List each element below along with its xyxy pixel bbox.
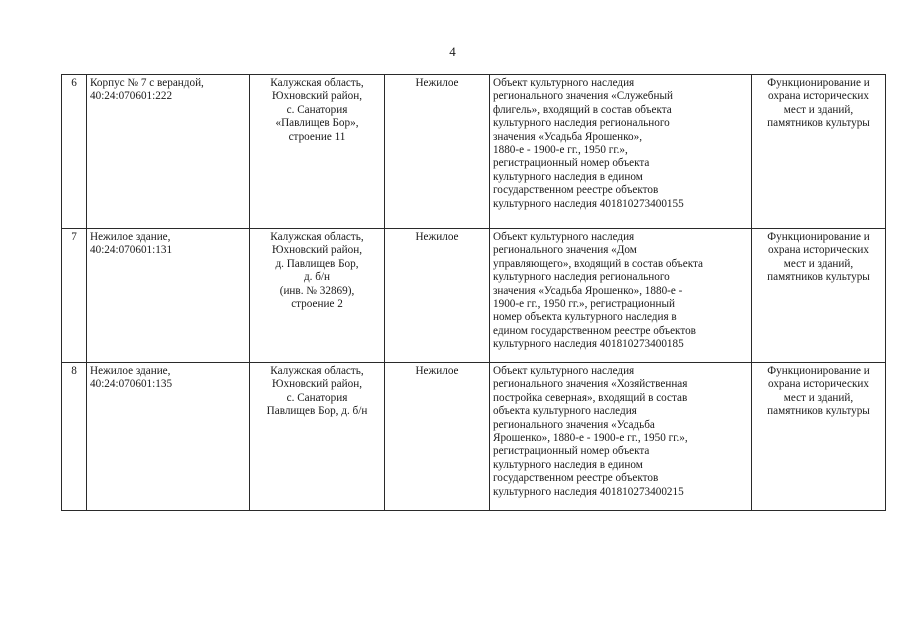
address-cell (250, 75, 385, 229)
description-line: культурного наследия 401810273400185 (493, 338, 684, 351)
description-line: постройка северная», входящий в состав (493, 391, 688, 404)
description-line: флигель», входящий в состав объекта (493, 103, 672, 116)
address-line: с. Санатория (286, 391, 348, 404)
description-line: управляющего», входящий в состав объекта (493, 257, 703, 270)
object-name-line: Корпус № 7 с верандой, (90, 77, 204, 89)
description-line: 1880-е - 1900-е гг., 1950 гг.», (493, 144, 628, 157)
address-line: Калужская область, (270, 77, 364, 89)
row-number-cell: 6 (62, 75, 87, 229)
usage-line: Функционирование и (767, 77, 870, 89)
address-line: д. Павлищев Бор, (275, 257, 359, 270)
object-name-line: 40:24:070601:135 (90, 378, 173, 391)
usage-cell (752, 229, 886, 363)
description-line: регионального значения «Служебный (493, 90, 673, 103)
object-name-cell (87, 229, 250, 363)
description-cell (490, 363, 752, 511)
usage-line: охрана исторических (768, 378, 869, 391)
address-line: д. б/н (303, 271, 331, 284)
object-type-cell: Нежилое (385, 229, 490, 363)
description-line: Объект культурного наследия (493, 231, 635, 243)
table-row (62, 75, 886, 229)
description-line: культурного наследия в едином (493, 458, 643, 471)
object-name-line: 40:24:070601:131 (90, 244, 173, 257)
row-number-cell: 7 (62, 229, 87, 363)
description-line: значения «Усадьба Ярошенко», (493, 130, 642, 143)
description-line: 1900-е гг., 1950 гг.», регистрационный (493, 298, 675, 311)
object-type-cell: Нежилое (385, 363, 490, 511)
usage-line: памятников культуры (767, 117, 870, 130)
address-line: «Павлищев Бор», (275, 117, 359, 130)
description-line: объекта культурного наследия (493, 405, 637, 418)
description-line: государственном реестре объектов (493, 472, 659, 485)
usage-line: Функционирование и (767, 365, 870, 377)
objects-table (61, 74, 886, 511)
address-line: Юхновский район, (272, 378, 362, 391)
address-line: Калужская область, (270, 365, 364, 377)
object-name-line: Нежилое здание, (90, 231, 171, 243)
usage-line: памятников культуры (767, 271, 870, 284)
usage-line: Функционирование и (767, 231, 870, 243)
object-name-line: 40:24:070601:222 (90, 90, 173, 103)
object-name-cell (87, 363, 250, 511)
address-cell (250, 363, 385, 511)
description-line: номер объекта культурного наследия в (493, 311, 677, 324)
page-number: 4 (449, 44, 456, 59)
usage-line: мест и зданий, (783, 257, 854, 270)
object-name-line: Нежилое здание, (90, 365, 171, 377)
description-line: значения «Усадьба Ярошенко», 1880-е - (493, 284, 683, 297)
usage-line: памятников культуры (767, 405, 870, 418)
description-line: Ярошенко», 1880-е - 1900-е гг., 1950 гг.», (493, 432, 688, 445)
usage-cell (752, 75, 886, 229)
address-line: Калужская область, (270, 231, 364, 243)
address-line: строение 2 (291, 298, 343, 311)
description-line: культурного наследия регионального (493, 271, 670, 284)
address-line: (инв. № 32869), (279, 284, 355, 297)
description-line: культурного наследия 401810273400215 (493, 485, 684, 498)
usage-line: охрана исторических (768, 90, 869, 103)
address-line: Юхновский район, (272, 244, 362, 257)
description-line: культурного наследия 401810273400155 (493, 197, 684, 210)
description-line: регионального значения «Хозяйственная (493, 378, 688, 391)
description-line: культурного наследия регионального (493, 117, 670, 130)
usage-line: охрана исторических (768, 244, 869, 257)
row-number-cell: 8 (62, 363, 87, 511)
description-line: Объект культурного наследия (493, 365, 635, 377)
usage-cell (752, 363, 886, 511)
address-line: с. Санатория (286, 103, 348, 116)
table-row (62, 229, 886, 363)
description-line: культурного наследия в едином (493, 170, 643, 183)
description-line: регионального значения «Дом (493, 244, 637, 257)
description-line: едином государственном реестре объектов (493, 324, 696, 337)
usage-line: мест и зданий, (783, 103, 854, 116)
address-cell (250, 229, 385, 363)
description-cell (490, 75, 752, 229)
description-line: государственном реестре объектов (493, 184, 659, 197)
description-line: Объект культурного наследия (493, 77, 635, 89)
description-line: регистрационный номер объекта (493, 445, 650, 458)
description-line: регистрационный номер объекта (493, 157, 650, 170)
object-name-cell (87, 75, 250, 229)
address-line: строение 11 (288, 130, 346, 143)
usage-line: мест и зданий, (783, 391, 854, 404)
object-type-cell: Нежилое (385, 75, 490, 229)
description-cell (490, 229, 752, 363)
address-line: Павлищев Бор, д. б/н (266, 405, 368, 418)
table-row (62, 363, 886, 511)
description-line: регионального значения «Усадьба (493, 418, 655, 431)
address-line: Юхновский район, (272, 90, 362, 103)
